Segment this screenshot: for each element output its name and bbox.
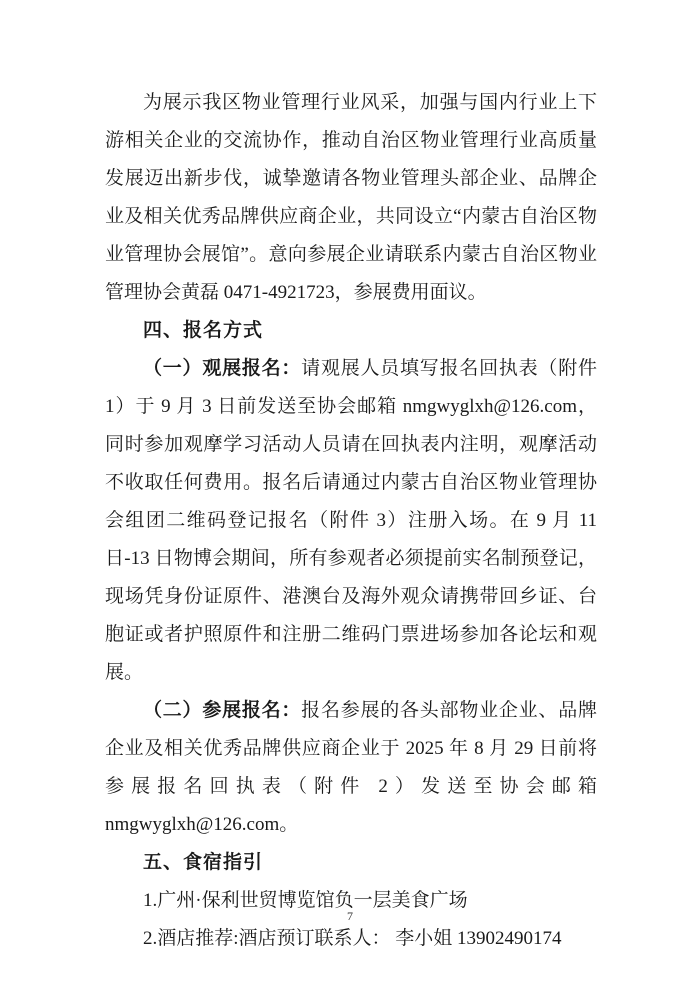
paragraph-text: 为展示我区物业管理行业风采，加强与国内行业上下游相关企业的交流协作，推动自治区物业管理行业高质量发展迈出新步伐，诚挚邀请各物业管理头部企业、品牌企业及相关优秀品牌供应商企业，共同设立“内蒙古自治区物业管理协会展馆”。意向参展企业请联系内蒙古自治区物业管理协会黄磊 0471-4921723，参展费用面议。 bbox=[105, 92, 597, 303]
paragraph-lead-exhibitor: （二）参展报名： bbox=[143, 700, 302, 721]
list-item-food-court: 1.广州·保利世贸博览馆负一层美食广场 bbox=[143, 890, 468, 911]
document-body bbox=[105, 84, 597, 958]
paragraph-text: 报名参展的各头部物业企业、品牌企业及相关优秀品牌供应商企业于 2025 年 8 月 29 日前将参展报名回执表（附件 2）发送至协会邮箱 nmgwyglxh@126.com。 bbox=[105, 700, 597, 835]
section-heading-registration: 四、报名方式 bbox=[143, 320, 264, 341]
paragraph-lead-visitor: （一）观展报名： bbox=[143, 358, 302, 379]
paragraph-visitor-registration bbox=[105, 350, 597, 692]
paragraph-text: 请观展人员填写报名回执表（附件 1）于 9 月 3 日前发送至协会邮箱 nmgwyglxh@126.com，同时参加观摩学习活动人员请在回执表内注明，观摩活动不收取任何费用。报名后请通过内蒙古自治区物业管理协会组团二维码登记报名（附件 3）注册入场。在 9 月 11 日-13 日物博会期间，所有参观者必须提前实名制预登记，现场凭身份证原件、港澳台及海外观众请携带回乡证、台胞证或者护照原件和注册二维码门票进场参加各论坛和观展。 bbox=[105, 358, 597, 683]
page-number: 7 bbox=[347, 909, 353, 923]
list-item-hotel-contact: 2.酒店推荐:酒店预订联系人： 李小姐 13902490174 bbox=[143, 928, 562, 949]
section-heading-food-lodging: 五、食宿指引 bbox=[143, 852, 264, 873]
paragraph-exhibitor-registration bbox=[105, 692, 597, 844]
paragraph-exhibit-invitation bbox=[105, 84, 597, 312]
